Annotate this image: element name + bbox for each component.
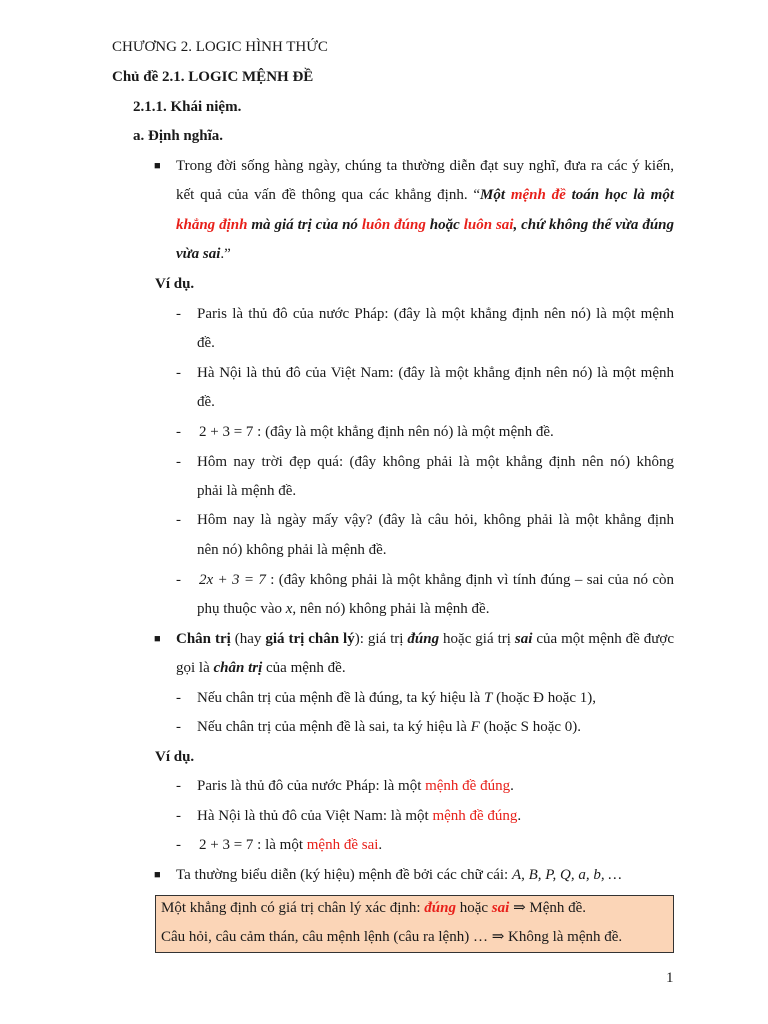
notation-line: Ta thường biểu diễn (ký hiệu) mệnh đề bởi các chữ cái: A, B, P, Q, a, b, … [176,867,622,883]
square-bullet-icon: ■ [154,160,161,172]
example-1-line-2: đề. [197,335,215,351]
dash-bullet-icon: - [176,778,181,794]
topic-title: Chủ đề 2.1. LOGIC MỆNH ĐỀ [112,69,314,85]
example-2-line-1: Hà Nội là thủ đô của Việt Nam: (đây là một khẳng định nên nó) là một mệnh [197,365,674,381]
summary-line-2: Câu hỏi, câu cảm thán, câu mệnh lệnh (câu ra lệnh) … ⇒ Không là mệnh đề. [161,929,623,945]
definition-line-4: vừa sai.” [176,246,231,262]
example-4-line-1: Hôm nay trời đẹp quá: (đây không phải là một khẳng định nên nó) không [197,454,674,470]
example-6-line-2: phụ thuộc vào x, nên nó) không phải là mệnh đề. [197,601,490,617]
example2-3-line: 2 + 3 = 7 : là một mệnh đề sai. [199,837,383,853]
math-expression: 2x + 3 = 7 [199,572,266,588]
example-label-2: Ví dụ. [155,749,195,765]
math-expression: 2 + 3 = 7 [199,837,254,853]
math-expression: 2 + 3 = 7 [199,424,254,440]
dash-bullet-icon: - [176,572,181,588]
example-4-line-2: phải là mệnh đề. [197,483,297,499]
example-label-1: Ví dụ. [155,276,195,292]
example2-2-line: Hà Nội là thủ đô của Việt Nam: là một mệnh đề đúng. [197,808,522,824]
dash-bullet-icon: - [176,719,181,735]
truth-line-2: gọi là chân trị của mệnh đề. [176,660,346,676]
dash-bullet-icon: - [176,306,181,322]
dash-bullet-icon: - [176,454,181,470]
dash-bullet-icon: - [176,690,181,706]
definition-line-2: kết quả của vấn đề thông qua các khẳng định. “Một mệnh đề toán học là một [176,187,674,203]
summary-box [155,895,674,953]
square-bullet-icon: ■ [154,633,161,645]
example-1-line-1: Paris là thủ đô của nước Pháp: (đây là một khẳng định nên nó) là một mệnh [197,306,674,322]
chapter-title: CHƯƠNG 2. LOGIC HÌNH THỨC [112,39,328,55]
summary-line-1: Một khẳng định có giá trị chân lý xác định: đúng hoặc sai ⇒ Mệnh đề. [161,900,587,916]
example-3-line: 2 + 3 = 7 : (đây là một khẳng định nên nó) là một mệnh đề. [199,424,554,440]
truth-line-1: Chân trị (hay giá trị chân lý): giá trị đúng hoặc giá trị sai của một mệnh đề được [176,631,675,647]
example-5-line-2: nên nó) không phải là mệnh đề. [197,542,387,558]
example-2-line-2: đề. [197,394,215,410]
example-6-line-1: 2x + 3 = 7 : (đây không phải là một khẳng định vì tính đúng – sai của nó còn [199,572,674,588]
subsection-title: a. Định nghĩa. [133,128,224,144]
definition-line-3: khẳng định mà giá trị của nó luôn đúng hoặc luôn sai, chứ không thể vừa đúng [176,217,675,233]
dash-bullet-icon: - [176,512,181,528]
square-bullet-icon: ■ [154,869,161,881]
dash-bullet-icon: - [176,808,181,824]
section-title: 2.1.1. Khái niệm. [133,99,242,115]
truth-false-line: Nếu chân trị của mệnh đề là sai, ta ký hiệu là F (hoặc S hoặc 0). [197,719,582,735]
definition-line-1: Trong đời sống hàng ngày, chúng ta thường diễn đạt suy nghĩ, đưa ra các ý kiến, [176,158,674,174]
page-number: 1 [666,970,674,986]
truth-true-line: Nếu chân trị của mệnh đề là đúng, ta ký hiệu là T (hoặc Đ hoặc 1), [197,690,597,706]
dash-bullet-icon: - [176,424,181,440]
example-5-line-1: Hôm nay là ngày mấy vậy? (đây là câu hỏi, không phải là một khẳng định [197,512,674,528]
dash-bullet-icon: - [176,837,181,853]
example2-1-line: Paris là thủ đô của nước Pháp: là một mệnh đề đúng. [197,778,514,794]
dash-bullet-icon: - [176,365,181,381]
